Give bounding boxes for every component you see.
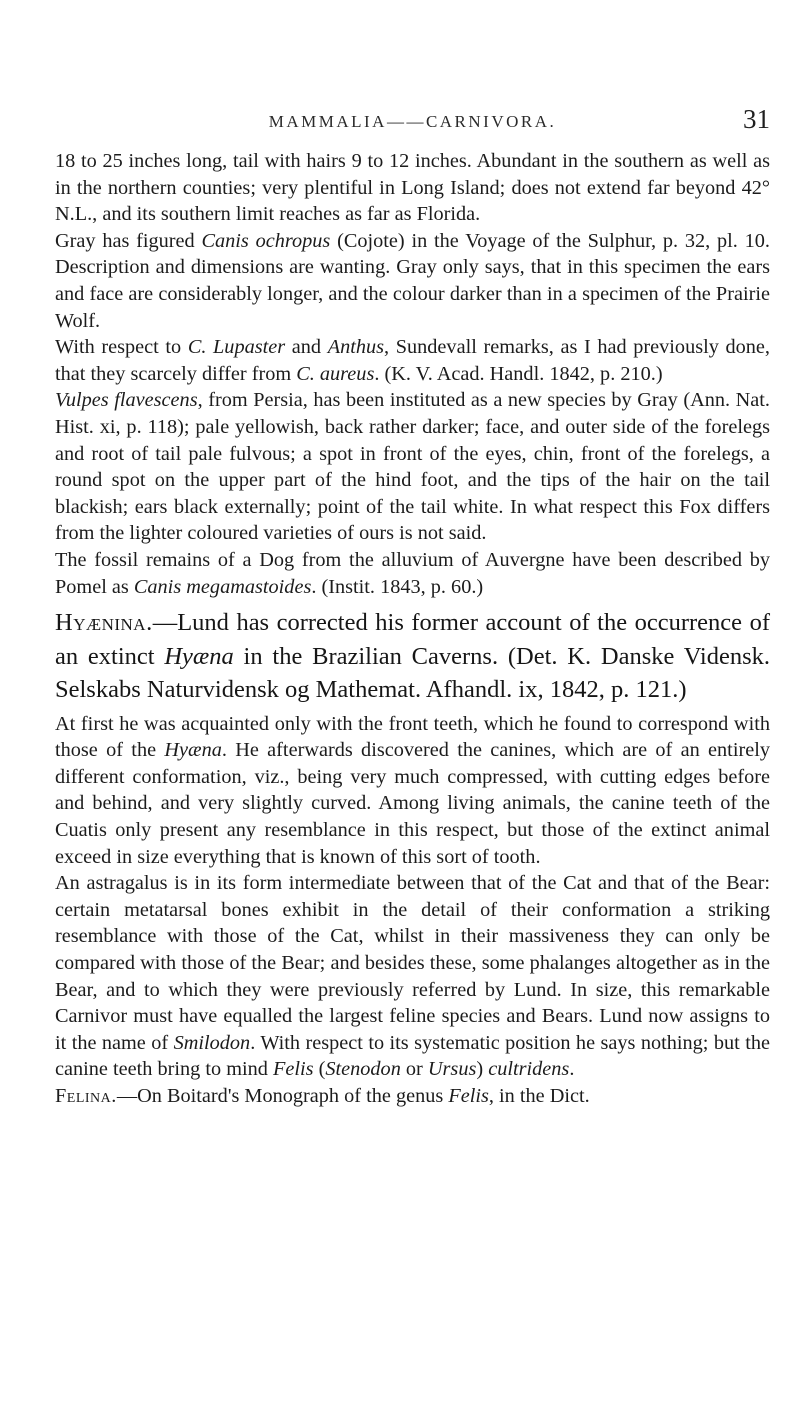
section-label: Felina.	[55, 1084, 117, 1107]
text-run: Gray has figured	[55, 229, 202, 252]
italic-text: Canis megamastoides	[133, 575, 312, 598]
italic-text: Felis	[272, 1058, 314, 1081]
italic-text: Vulpes flavescens	[55, 389, 198, 412]
text-run: At first he was acquainted only with the front teeth, which he found to correspond with those of the	[55, 712, 770, 762]
paragraph	[55, 228, 770, 334]
italic-text: C. aureus	[296, 362, 375, 385]
text-run: , from Persia, has been instituted as a new species by Gray (Ann. Nat. Hist. xi, p. 118); pale yellowish, back rather darker; face, and outer side of the forelegs and root of tail pale fulvous; a spot in front of the eyes, chin, front of the forelegs, a round spot on the upper part of the hind foot, and the tips of the hair on the tail blackish; ears black externally; point of the tail white. In what respect this Fox differs from the lighter coloured varieties of ours is not said.	[55, 389, 770, 545]
text-run: —On Boitard's Monograph of the genus	[116, 1084, 449, 1107]
paragraph	[55, 148, 770, 228]
text-run: (Cojote) in the Voyage of the Sulphur, p. 32, pl. 10. Description and dimensions are wanting. Gray only says, that in this specimen the ears and face are considerably longer, and the colour darker than in a specimen of the Prairie Wolf.	[55, 229, 770, 332]
text-run: .	[569, 1058, 575, 1081]
paragraph	[55, 387, 770, 547]
paragraph	[55, 334, 770, 387]
page-number: 31	[743, 104, 770, 134]
text-run: An astragalus is in its form intermediate between that of the Cat and that of the Bear: certain metatarsal bones exhibit in the detail of their conformation a striking resemblance with those of the Cat, whilst in their massiveness they can only be compared with those of the Bear; and besides these, some phalanges altogether as in the Bear, and to which they were previously referred by Lund. In size, this remarkable Carnivor must have equalled the largest feline species and Bears. Lund now assigns to it the name of	[55, 872, 770, 1054]
text-run: , Sundevall remarks, as I had previously done, that they scarcely differ from	[55, 336, 770, 385]
text-run: and	[285, 336, 328, 359]
text-run: 18 to 25 inches long, tail with hairs 9 to 12 inches. Abundant in the southern as well as in the northern counties; very plentiful in Long Island; does not extend far beyond 42° N.L., and its southern limit reaches as far as Florida.	[55, 150, 770, 226]
text-run: . (Instit. 1843, p. 60.)	[311, 575, 484, 598]
italic-text: Felis	[448, 1084, 489, 1107]
section-heading-paragraph	[55, 606, 770, 707]
section-label: Hyænina.	[55, 609, 153, 637]
text-run: )	[476, 1058, 489, 1081]
italic-text: Hyæna	[164, 642, 234, 670]
paragraph	[55, 547, 770, 600]
italic-text: C. Lupaster	[187, 336, 286, 359]
text-run: . With respect to its systematic position he says nothing; but the canine teeth bring to mind	[55, 1031, 770, 1081]
italic-text: Smilodon	[173, 1031, 251, 1054]
italic-text: Anthus	[327, 336, 385, 359]
text-run: . He afterwards discovered the canines, which are of an entirely different conformation, viz., being very much compressed, with cutting edges before and behind, and very slightly curved. Among living animals, the canine teeth of the Cuatis only present any resemblance in this respect, but those of the extinct animal exceed in size everything that is known of this sort of tooth.	[55, 739, 770, 868]
italic-text: Stenodon	[325, 1058, 401, 1081]
italic-text: Canis ochropus	[201, 229, 331, 252]
text-run: The fossil remains of a Dog from the alluvium of Auvergne have been described by Pomel as	[55, 548, 770, 598]
text-run: —Lund has corrected his former account of the occurrence of an extinct	[55, 609, 770, 670]
paragraph	[55, 711, 770, 871]
running-title: MAMMALIA——CARNIVORA.	[268, 112, 557, 131]
text-run: With respect to	[55, 336, 188, 359]
running-head	[55, 104, 770, 144]
text-run: . (K. V. Acad. Handl. 1842, p. 210.)	[374, 362, 663, 385]
text-run: (	[313, 1058, 326, 1081]
paragraph	[55, 870, 770, 1083]
body-text	[55, 148, 770, 1110]
italic-text: Ursus	[427, 1058, 477, 1081]
text-run: , in the Dict.	[488, 1084, 590, 1107]
text-run: in the Brazilian Caverns. (Det. K. Danske Vidensk. Selskabs Naturvidensk og Mathemat. Afhandl. ix, 1842, p. 121.)	[55, 642, 771, 704]
text-run: or	[400, 1058, 428, 1081]
paragraph	[55, 1083, 770, 1110]
italic-text: cultridens	[488, 1058, 570, 1081]
italic-text: Hyæna	[164, 739, 222, 762]
